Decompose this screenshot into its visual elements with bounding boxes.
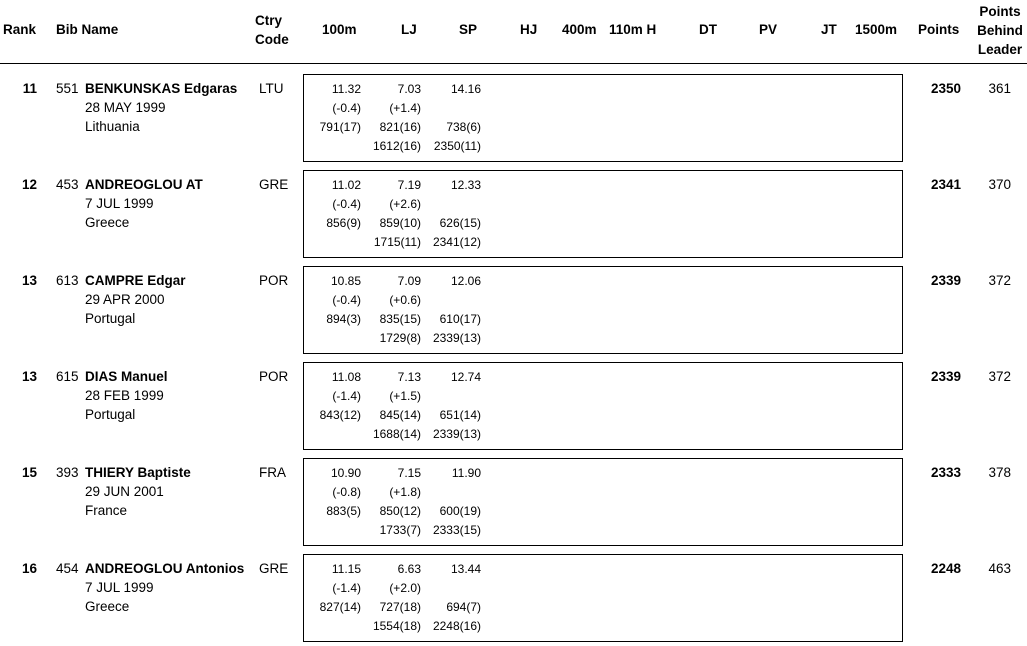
event-lj-wind: (+2.6): [389, 197, 421, 211]
event-lj-cumulative: 1688(14): [372, 427, 421, 441]
nationality: Portugal: [85, 407, 136, 422]
event-100m-wind: (-1.4): [332, 389, 361, 403]
rank: 11: [22, 81, 37, 96]
event-sp-cumulative: 2350(11): [433, 139, 481, 153]
event-100m-wind: (-0.4): [332, 197, 361, 211]
event-100m-points: 843(12): [319, 408, 361, 422]
event-sp-points: 738(6): [446, 120, 481, 134]
total-points: 2248: [930, 561, 961, 576]
event-lj-perf: 7.03: [397, 82, 421, 96]
bib-number: 454: [56, 561, 79, 576]
event-sp-perf: 13.44: [450, 562, 481, 576]
header-behind-1: Points: [979, 4, 1021, 19]
country-code: LTU: [259, 81, 284, 96]
event-100m-perf: 10.85: [330, 274, 361, 288]
event-sp-points: 626(15): [439, 216, 481, 230]
header-400m: 400m: [562, 22, 597, 37]
event-lj-points: 835(15): [379, 312, 421, 326]
event-sp-points: 694(7): [446, 600, 481, 614]
athlete-name: ANDREOGLOU AT: [85, 177, 203, 192]
bib-number: 551: [56, 81, 79, 96]
event-lj-perf: 7.13: [397, 370, 421, 384]
nationality: Portugal: [85, 311, 136, 326]
header-code: Code: [255, 32, 289, 47]
bib-number: 393: [56, 465, 79, 480]
event-sp-perf: 14.16: [450, 82, 481, 96]
event-lj-perf: 7.09: [397, 274, 421, 288]
bib-number: 453: [56, 177, 79, 192]
event-lj-cumulative: 1554(18): [372, 619, 421, 633]
event-lj-wind: (+1.5): [389, 389, 421, 403]
athlete-name: BENKUNSKAS Edgaras: [85, 81, 238, 96]
event-lj-cumulative: 1612(16): [372, 139, 421, 153]
total-points: 2339: [930, 369, 961, 384]
header-dt: DT: [699, 22, 717, 37]
events-box: [303, 554, 903, 642]
event-lj-cumulative: 1729(8): [379, 331, 421, 345]
header-points: Points: [918, 22, 960, 37]
event-lj-points: 850(12): [379, 504, 421, 518]
event-sp-perf: 12.06: [450, 274, 481, 288]
date-of-birth: 7 JUL 1999: [85, 196, 154, 211]
event-lj-wind: (+1.4): [389, 101, 421, 115]
header-sp: SP: [459, 22, 478, 37]
country-code: GRE: [259, 177, 289, 192]
event-sp-perf: 12.74: [450, 370, 481, 384]
event-100m-points: 827(14): [319, 600, 361, 614]
country-code: POR: [259, 369, 289, 384]
date-of-birth: 28 MAY 1999: [85, 100, 166, 115]
header-divider: [0, 63, 1027, 64]
event-100m-points: 883(5): [326, 504, 361, 518]
nationality: Greece: [85, 215, 130, 230]
header-110m-hurdles: 110m H: [609, 22, 657, 37]
event-100m-points: 791(17): [319, 120, 361, 134]
header-behind-2: Behind: [977, 23, 1023, 38]
athlete-row: [0, 74, 1027, 166]
points-behind-leader: 463: [988, 561, 1011, 576]
points-behind-leader: 361: [988, 81, 1011, 96]
event-sp-points: 600(19): [439, 504, 481, 518]
event-100m-perf: 11.32: [331, 82, 361, 96]
total-points: 2350: [930, 81, 961, 96]
header-jt: JT: [821, 22, 837, 37]
nationality: Greece: [85, 599, 130, 614]
event-100m-perf: 10.90: [330, 466, 361, 480]
event-lj-perf: 7.19: [397, 178, 421, 192]
header-rank: Rank: [3, 22, 37, 37]
event-lj-wind: (+1.8): [389, 485, 421, 499]
header-hj: HJ: [520, 22, 538, 37]
nationality: France: [85, 503, 128, 518]
athlete-row: [0, 458, 1027, 550]
event-sp-cumulative: 2339(13): [432, 331, 481, 345]
events-box: [303, 362, 903, 450]
country-code: GRE: [259, 561, 289, 576]
points-behind-leader: 372: [988, 273, 1011, 288]
header-pv: PV: [759, 22, 778, 37]
event-lj-points: 821(16): [379, 120, 421, 134]
event-sp-cumulative: 2248(16): [432, 619, 481, 633]
rank: 15: [21, 465, 37, 480]
event-100m-perf: 11.15: [331, 562, 361, 576]
event-sp-cumulative: 2341(12): [432, 235, 481, 249]
header-bib-name: Bib Name: [56, 22, 119, 37]
date-of-birth: 28 FEB 1999: [85, 388, 164, 403]
event-100m-wind: (-0.8): [332, 485, 361, 499]
bib-number: 613: [56, 273, 79, 288]
event-lj-perf: 6.63: [397, 562, 421, 576]
athlete-row: [0, 170, 1027, 262]
event-lj-points: 859(10): [379, 216, 421, 230]
points-behind-leader: 372: [988, 369, 1011, 384]
athlete-name: ANDREOGLOU Antonios: [85, 561, 245, 576]
country-code: FRA: [259, 465, 286, 480]
date-of-birth: 7 JUL 1999: [85, 580, 154, 595]
rank: 13: [21, 369, 37, 384]
event-lj-wind: (+2.0): [389, 581, 421, 595]
events-box: [303, 458, 903, 546]
total-points: 2339: [930, 273, 961, 288]
bib-number: 615: [56, 369, 79, 384]
country-code: POR: [259, 273, 289, 288]
event-100m-points: 856(9): [326, 216, 361, 230]
event-sp-points: 651(14): [439, 408, 481, 422]
event-sp-perf: 11.90: [451, 466, 481, 480]
total-points: 2333: [930, 465, 961, 480]
event-100m-wind: (-0.4): [332, 101, 361, 115]
athlete-name: CAMPRE Edgar: [85, 273, 186, 288]
event-sp-cumulative: 2339(13): [432, 427, 481, 441]
header-lj: LJ: [401, 22, 417, 37]
athlete-row: [0, 554, 1027, 646]
athlete-name: DIAS Manuel: [85, 369, 168, 384]
nationality: Lithuania: [85, 119, 140, 134]
date-of-birth: 29 APR 2000: [85, 292, 165, 307]
event-100m-perf: 11.08: [331, 370, 361, 384]
rank: 16: [21, 561, 37, 576]
date-of-birth: 29 JUN 2001: [85, 484, 164, 499]
events-box: [303, 170, 903, 258]
event-lj-perf: 7.15: [397, 466, 421, 480]
header-1500m: 1500m: [855, 22, 898, 37]
athlete-row: [0, 362, 1027, 454]
total-points: 2341: [930, 177, 961, 192]
event-100m-wind: (-0.4): [332, 293, 361, 307]
rank: 12: [21, 177, 37, 192]
points-behind-leader: 378: [988, 465, 1011, 480]
header-ctry: Ctry: [255, 13, 283, 28]
event-sp-cumulative: 2333(15): [432, 523, 481, 537]
events-box: [303, 74, 903, 162]
athlete-row: [0, 266, 1027, 358]
event-100m-points: 894(3): [326, 312, 361, 326]
event-lj-wind: (+0.6): [389, 293, 421, 307]
athlete-name: THIERY Baptiste: [85, 465, 191, 480]
events-box: [303, 266, 903, 354]
points-behind-leader: 370: [988, 177, 1011, 192]
rank: 13: [21, 273, 37, 288]
event-lj-points: 845(14): [379, 408, 421, 422]
header-behind-3: Leader: [977, 42, 1023, 57]
event-100m-wind: (-1.4): [332, 581, 361, 595]
event-100m-perf: 11.02: [331, 178, 361, 192]
event-lj-cumulative: 1715(11): [373, 235, 421, 249]
header-100m: 100m: [322, 22, 357, 37]
event-sp-points: 610(17): [439, 312, 481, 326]
event-sp-perf: 12.33: [450, 178, 481, 192]
event-lj-points: 727(18): [379, 600, 421, 614]
event-lj-cumulative: 1733(7): [379, 523, 421, 537]
